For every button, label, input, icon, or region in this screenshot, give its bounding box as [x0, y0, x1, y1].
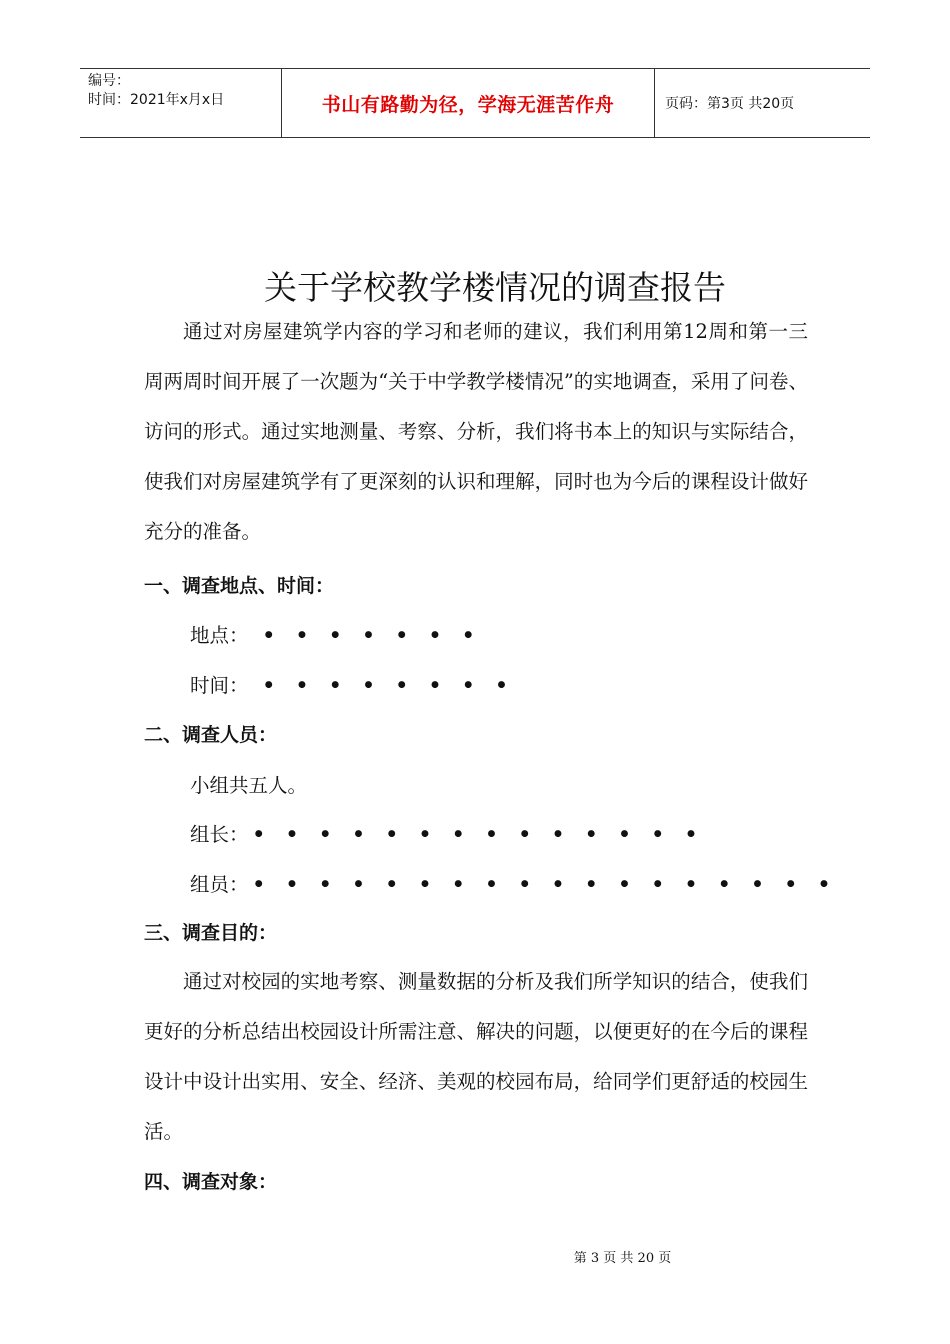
place-line	[190, 620, 482, 648]
section4-heading: 四、调查对象：	[144, 1171, 278, 1193]
time-label: 时间：	[190, 674, 249, 697]
time-line	[190, 670, 515, 698]
date-label: 时间：2021年x月x日	[88, 92, 225, 108]
group-size: 小组共五人。	[190, 774, 308, 797]
section2-heading: 二、调查人员：	[144, 724, 278, 746]
page-header	[80, 68, 870, 138]
page-footer: 第 3 页 共 20 页	[573, 1251, 672, 1266]
place-label: 地点：	[190, 624, 249, 647]
document-title: 关于学校教学楼情况的调查报告	[264, 268, 726, 307]
member-line	[190, 869, 837, 897]
header-meta	[80, 69, 282, 137]
section1-heading: 一、调查地点、时间：	[144, 575, 335, 597]
header-page-cell	[655, 69, 870, 137]
place-value: • • • • • • •	[262, 624, 482, 647]
leader-line	[190, 819, 704, 847]
intro-paragraph: 通过对房屋建筑学内容的学习和老师的建议，我们利用第12周和第一三周两周时间开展了一次题为“关于中学教学楼情况”的实地调查，采用了问卷、访问的形式。通过实地测量、考察、分析，我们将书本上的知识与实际结合，使我们对房屋建筑学有了更深刻的认识和理解，同时也为今后的课程设计做好充分的准备。	[144, 320, 808, 543]
header-motto-cell	[282, 69, 655, 137]
member-value: • • • • • • • • • • • • • • • • • •	[252, 873, 838, 896]
member-label: 组员：	[190, 873, 249, 896]
motto: 书山有路勤为径，学海无涯苦作舟	[321, 93, 615, 116]
page-label: 页码：第3页 共20页	[665, 96, 795, 112]
section3-heading: 三、调查目的：	[144, 922, 278, 944]
leader-value: • • • • • • • • • • • • • •	[252, 823, 705, 846]
time-value: • • • • • • • •	[262, 674, 515, 697]
number-label: 编号：	[88, 73, 130, 89]
section3-paragraph: 通过对校园的实地考察、测量数据的分析及我们所学知识的结合，使我们更好的分析总结出校园设计所需注意、解决的问题，以便更好的在今后的课程设计中设计出实用、安全、经济、美观的校园布局，给同学们更舒适的校园生活。	[144, 970, 808, 1143]
leader-label: 组长：	[190, 823, 249, 846]
